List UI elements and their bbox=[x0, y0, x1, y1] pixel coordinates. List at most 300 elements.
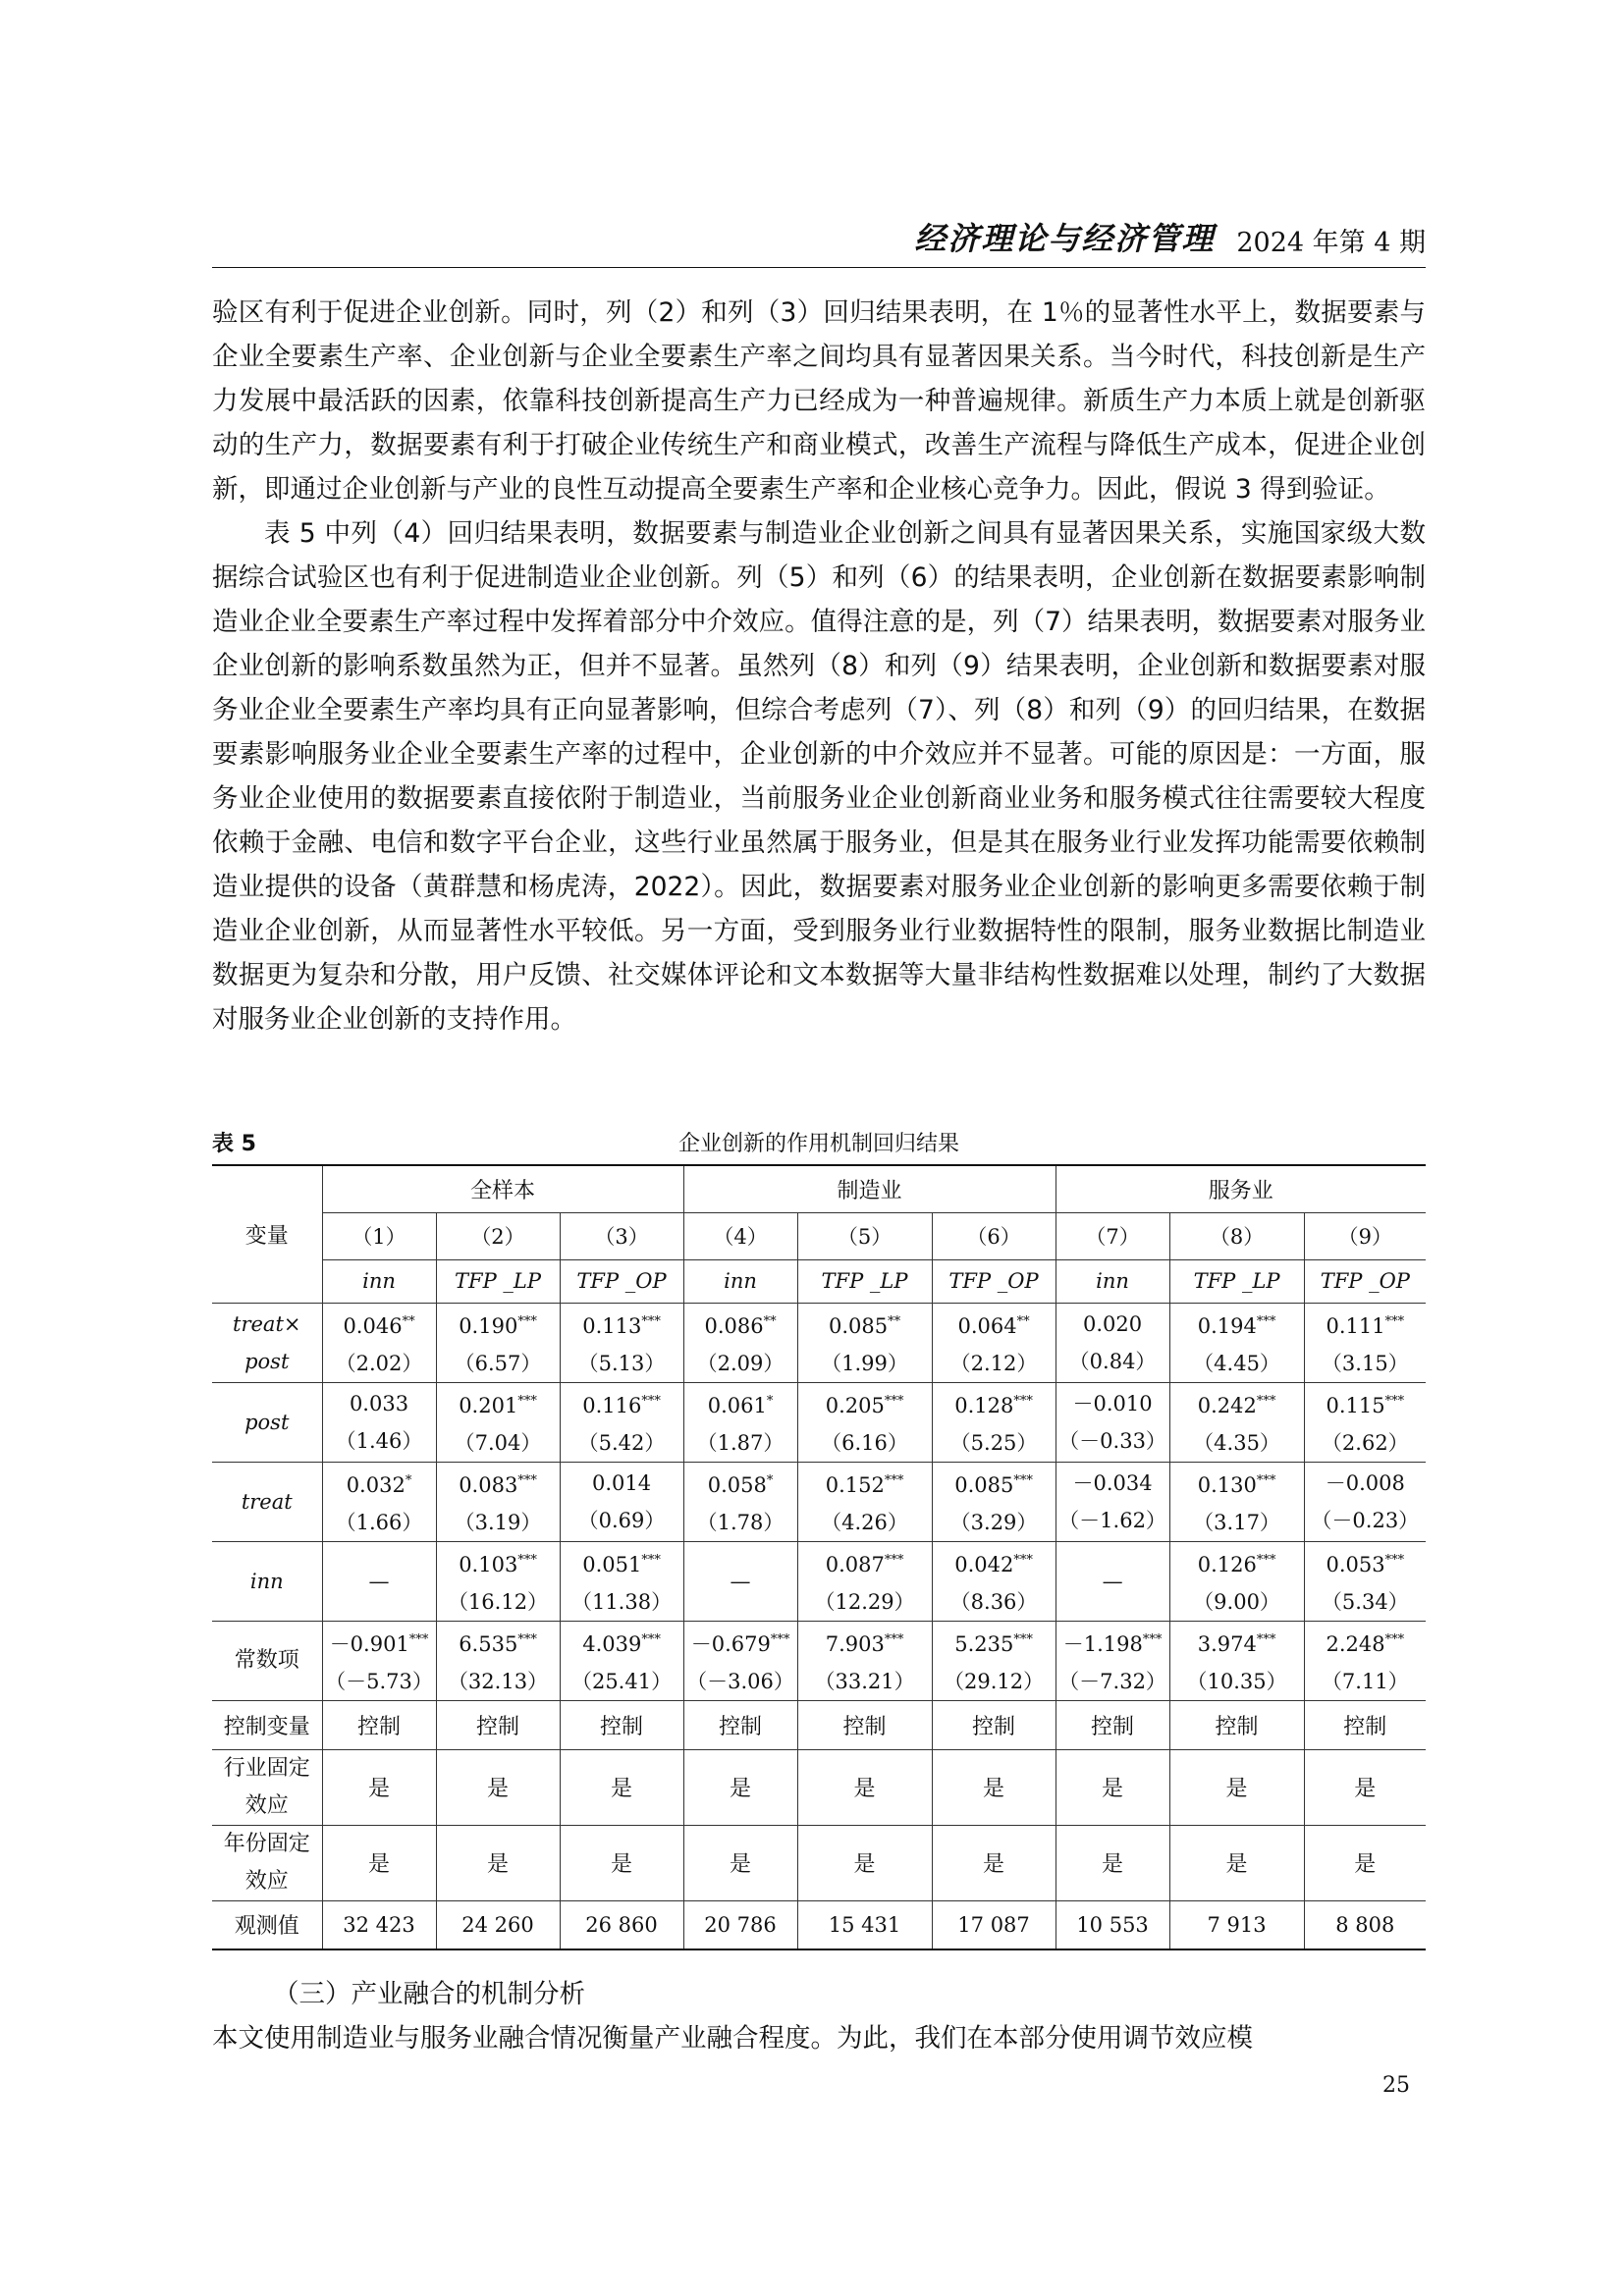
coefficient-line bbox=[1056, 1465, 1169, 1502]
table-cell: 15 431 bbox=[797, 1900, 932, 1949]
table-cell: 是 bbox=[322, 1825, 436, 1900]
coefficient-line bbox=[323, 1304, 436, 1345]
table-cell: 控制 bbox=[683, 1700, 797, 1749]
coefficient: 0.115 bbox=[1326, 1393, 1385, 1417]
t-statistic: （7.11） bbox=[1321, 1669, 1409, 1693]
table-cell: 控制 bbox=[932, 1700, 1056, 1749]
significance-stars: *** bbox=[641, 1552, 661, 1568]
column-number: （1） bbox=[322, 1212, 436, 1259]
significance-stars: *** bbox=[1384, 1393, 1405, 1409]
table-cell: 是 bbox=[436, 1825, 560, 1900]
paragraph: 本文使用制造业与服务业融合情况衡量产业融合程度。为此，我们在本部分使用调节效应模 bbox=[212, 2023, 1253, 2054]
table-cell: 是 bbox=[683, 1825, 797, 1900]
table-cell: 8 808 bbox=[1304, 1900, 1426, 1949]
coefficient: 2.248 bbox=[1326, 1631, 1385, 1656]
coef-cell bbox=[1304, 1303, 1426, 1382]
body-text bbox=[212, 291, 1426, 1041]
t-statistic: （4.45） bbox=[1193, 1351, 1280, 1375]
coefficient: 0.064 bbox=[957, 1313, 1017, 1338]
coef-cell bbox=[683, 1541, 797, 1621]
significance-stars: *** bbox=[517, 1631, 537, 1647]
significance-stars: *** bbox=[517, 1552, 537, 1568]
t-statistic: （2.02） bbox=[335, 1351, 423, 1375]
column-number: （5） bbox=[797, 1212, 932, 1259]
coefficient: 0.190 bbox=[459, 1313, 518, 1338]
coefficient-line bbox=[1170, 1463, 1304, 1504]
significance-stars: *** bbox=[1256, 1631, 1276, 1647]
dependent-variable: TFP _OP bbox=[932, 1259, 1056, 1303]
coef-cell bbox=[797, 1382, 932, 1462]
coefficient: 6.535 bbox=[459, 1631, 518, 1656]
coefficient-line bbox=[437, 1383, 560, 1424]
row-label: 观测值 bbox=[212, 1900, 322, 1949]
significance-stars: *** bbox=[1256, 1313, 1276, 1329]
running-header bbox=[212, 214, 1426, 268]
significance-stars: *** bbox=[1142, 1631, 1163, 1647]
coefficient-line bbox=[1170, 1622, 1304, 1663]
table-cell: 是 bbox=[683, 1749, 797, 1825]
coefficient: 0.085 bbox=[954, 1472, 1014, 1497]
table-cell: 32 423 bbox=[322, 1900, 436, 1949]
coef-cell bbox=[1169, 1621, 1304, 1700]
significance-stars: *** bbox=[517, 1393, 537, 1409]
group-header: 服务业 bbox=[1056, 1165, 1426, 1212]
significance-stars: * bbox=[766, 1472, 774, 1488]
coefficient-line bbox=[561, 1304, 683, 1345]
t-statistic: （1.99） bbox=[821, 1351, 908, 1375]
t-statistic: （4.26） bbox=[821, 1510, 908, 1534]
significance-stars: *** bbox=[1013, 1552, 1033, 1568]
coefficient: －0.901 bbox=[329, 1631, 409, 1656]
coefficient-line bbox=[323, 1622, 436, 1663]
coef-cell bbox=[932, 1303, 1056, 1382]
coefficient: 0.033 bbox=[349, 1391, 409, 1415]
coefficient-line bbox=[323, 1563, 436, 1600]
coefficient: 0.194 bbox=[1197, 1313, 1257, 1338]
table-row bbox=[212, 1825, 1426, 1900]
table-row bbox=[212, 1749, 1426, 1825]
coefficient-line bbox=[684, 1463, 797, 1504]
var-header: 变量 bbox=[212, 1165, 322, 1303]
t-statistic: （－0.33） bbox=[1058, 1428, 1166, 1453]
coefficient-line bbox=[437, 1304, 560, 1345]
table-cell: 是 bbox=[1169, 1825, 1304, 1900]
t-statistic: （3.17） bbox=[1193, 1510, 1280, 1534]
coef-cell bbox=[1304, 1462, 1426, 1541]
page-number: 25 bbox=[1382, 2073, 1410, 2098]
t-statistic: （32.13） bbox=[447, 1669, 549, 1693]
dependent-variable: inn bbox=[1056, 1259, 1169, 1303]
table-cell: 控制 bbox=[322, 1700, 436, 1749]
coefficient: －0.034 bbox=[1072, 1470, 1153, 1495]
coefficient-line bbox=[437, 1542, 560, 1583]
table-cell: 是 bbox=[560, 1749, 683, 1825]
journal-name: 经济理论与经济管理 bbox=[914, 220, 1216, 257]
t-statistic: （0.84） bbox=[1068, 1349, 1157, 1373]
t-statistic: （5.13） bbox=[577, 1351, 666, 1375]
coefficient: 3.974 bbox=[1197, 1631, 1257, 1656]
coef-cell bbox=[1169, 1382, 1304, 1462]
coefficient: 0.061 bbox=[707, 1393, 767, 1417]
table-cell: 是 bbox=[1304, 1825, 1426, 1900]
column-number: （9） bbox=[1304, 1212, 1426, 1259]
coefficient: 0.051 bbox=[582, 1552, 642, 1576]
table-cell: 是 bbox=[932, 1749, 1056, 1825]
group-header: 制造业 bbox=[683, 1165, 1056, 1212]
t-statistic: （3.19） bbox=[454, 1510, 542, 1534]
t-statistic: （33.21） bbox=[814, 1669, 915, 1693]
column-number: （7） bbox=[1056, 1212, 1169, 1259]
coef-cell bbox=[436, 1621, 560, 1700]
coef-cell bbox=[560, 1541, 683, 1621]
coefficient: 0.111 bbox=[1326, 1313, 1385, 1338]
paragraph: 验区有利于促进企业创新。同时，列（2）和列（3）回归结果表明，在 1％的显著性水平上，数据要素与企业全要素生产率、企业创新与企业全要素生产率之间均具有显著因果关系。当今时代，科技创新是生产力发展中最活跃的因素，依靠科技创新提高生产力已经成为一种普遍规律。新质生产力本质上就是创新驱动的生产力，数据要素有利于打破企业传统生产和商业模式，改善生产流程与降低生产成本，促进企业创新，即通过企业创新与产业的良性互动提高全要素生产率和企业核心竞争力。因此，假说 3 得到验证。 bbox=[212, 297, 1426, 505]
coefficient: 5.235 bbox=[954, 1631, 1014, 1656]
coefficient-line bbox=[933, 1542, 1056, 1583]
coef-cell bbox=[1169, 1462, 1304, 1541]
variable-label-line: 常数项 bbox=[234, 1647, 299, 1673]
variable-label-line: post bbox=[244, 1349, 290, 1373]
coefficient: 0.130 bbox=[1197, 1472, 1257, 1497]
t-statistic: （1.78） bbox=[696, 1510, 785, 1534]
coef-cell bbox=[1056, 1462, 1169, 1541]
t-statistic: （1.46） bbox=[335, 1428, 423, 1453]
t-statistic: （8.36） bbox=[949, 1589, 1038, 1614]
coef-cell bbox=[436, 1303, 560, 1382]
table-cell: 是 bbox=[322, 1749, 436, 1825]
coefficient: 0.113 bbox=[582, 1313, 642, 1338]
coefficient: 0.103 bbox=[459, 1552, 518, 1576]
coefficient-line bbox=[561, 1465, 683, 1502]
dependent-variable: TFP _LP bbox=[797, 1259, 932, 1303]
column-number: （6） bbox=[932, 1212, 1056, 1259]
t-statistic: （25.41） bbox=[570, 1669, 673, 1693]
t-statistic: （3.15） bbox=[1321, 1351, 1409, 1375]
table-cell: 控制 bbox=[1304, 1700, 1426, 1749]
table-cell: 是 bbox=[1304, 1749, 1426, 1825]
variable-label bbox=[212, 1303, 322, 1382]
table-row bbox=[212, 1621, 1426, 1700]
table-caption bbox=[212, 1123, 1426, 1158]
coefficient: 0.042 bbox=[954, 1552, 1014, 1576]
coefficient: 0.053 bbox=[1326, 1552, 1385, 1576]
dependent-variable: inn bbox=[683, 1259, 797, 1303]
coefficient-line bbox=[933, 1383, 1056, 1424]
t-statistic: （6.57） bbox=[454, 1351, 542, 1375]
coefficient-line bbox=[798, 1383, 932, 1424]
coefficient: －0.679 bbox=[690, 1631, 771, 1656]
coefficient-line bbox=[323, 1385, 436, 1422]
coefficient-line bbox=[684, 1304, 797, 1345]
coef-cell bbox=[683, 1621, 797, 1700]
coefficient: 0.128 bbox=[954, 1393, 1014, 1417]
coefficient: 0.014 bbox=[591, 1470, 652, 1495]
row-label-line: 年份固定 bbox=[223, 1831, 310, 1856]
significance-stars: *** bbox=[641, 1393, 661, 1409]
significance-stars: ** bbox=[888, 1313, 901, 1329]
table-cell: 控制 bbox=[797, 1700, 932, 1749]
coef-cell bbox=[322, 1462, 436, 1541]
t-statistic: （3.29） bbox=[949, 1510, 1038, 1534]
coefficient: 0.205 bbox=[825, 1393, 885, 1417]
coef-cell bbox=[436, 1541, 560, 1621]
coef-cell bbox=[797, 1303, 932, 1382]
coef-cell bbox=[932, 1382, 1056, 1462]
coefficient: －0.010 bbox=[1072, 1391, 1153, 1415]
coefficient: 0.032 bbox=[346, 1472, 406, 1497]
significance-stars: * bbox=[405, 1472, 412, 1488]
coefficient: 0.058 bbox=[707, 1472, 767, 1497]
coef-cell bbox=[560, 1462, 683, 1541]
coefficient: 0.116 bbox=[582, 1393, 642, 1417]
t-statistic: （6.16） bbox=[821, 1430, 908, 1455]
table-row bbox=[212, 1462, 1426, 1541]
significance-stars: *** bbox=[1384, 1313, 1405, 1329]
significance-stars: *** bbox=[884, 1393, 904, 1409]
group-header: 全样本 bbox=[322, 1165, 683, 1212]
t-statistic: （－3.06） bbox=[686, 1669, 794, 1693]
coefficient-line bbox=[933, 1463, 1056, 1504]
coef-cell bbox=[683, 1382, 797, 1462]
coefficient-line bbox=[561, 1542, 683, 1583]
column-number: （8） bbox=[1169, 1212, 1304, 1259]
significance-stars: *** bbox=[408, 1631, 429, 1647]
issue-label: 2024 年第 4 期 bbox=[1236, 228, 1426, 258]
t-statistic: （2.12） bbox=[949, 1351, 1038, 1375]
t-statistic: （16.12） bbox=[447, 1589, 549, 1614]
table-row bbox=[212, 1382, 1426, 1462]
coef-cell bbox=[932, 1541, 1056, 1621]
table-cell: 26 860 bbox=[560, 1900, 683, 1949]
t-statistic: （5.25） bbox=[949, 1430, 1038, 1455]
coef-cell bbox=[797, 1462, 932, 1541]
significance-stars: *** bbox=[517, 1472, 537, 1488]
t-statistic: （9.00） bbox=[1193, 1589, 1280, 1614]
coefficient-line bbox=[1170, 1383, 1304, 1424]
t-statistic: （2.09） bbox=[696, 1351, 785, 1375]
significance-stars: *** bbox=[1013, 1393, 1033, 1409]
table-cell: 控制 bbox=[436, 1700, 560, 1749]
variable-label bbox=[212, 1541, 322, 1621]
significance-stars: *** bbox=[1013, 1631, 1033, 1647]
table-cell: 控制 bbox=[1169, 1700, 1304, 1749]
significance-stars: *** bbox=[1384, 1631, 1405, 1647]
coefficient-line bbox=[561, 1622, 683, 1663]
table-row bbox=[212, 1541, 1426, 1621]
coef-cell bbox=[560, 1382, 683, 1462]
row-label bbox=[212, 1825, 322, 1900]
significance-stars: *** bbox=[1256, 1393, 1276, 1409]
t-statistic: （12.29） bbox=[814, 1589, 915, 1614]
t-statistic: （－7.32） bbox=[1058, 1669, 1166, 1693]
coefficient: 4.039 bbox=[582, 1631, 642, 1656]
t-statistic: （11.38） bbox=[570, 1589, 673, 1614]
significance-stars: *** bbox=[770, 1631, 790, 1647]
table-cell: 10 553 bbox=[1056, 1900, 1169, 1949]
coefficient: 0.201 bbox=[459, 1393, 518, 1417]
significance-stars: * bbox=[766, 1393, 774, 1409]
dependent-variable: TFP _OP bbox=[1304, 1259, 1426, 1303]
significance-stars: *** bbox=[1013, 1472, 1033, 1488]
coefficient: 0.087 bbox=[825, 1552, 885, 1576]
coef-cell bbox=[683, 1462, 797, 1541]
coefficient-line bbox=[1056, 1563, 1169, 1600]
coefficient-line bbox=[1305, 1542, 1427, 1583]
coefficient: 7.903 bbox=[825, 1631, 885, 1656]
coefficient: — bbox=[368, 1569, 390, 1593]
coefficient-line bbox=[1305, 1304, 1427, 1345]
significance-stars: *** bbox=[884, 1552, 904, 1568]
column-number: （2） bbox=[436, 1212, 560, 1259]
coefficient: 0.152 bbox=[825, 1472, 885, 1497]
variable-label-line: inn bbox=[249, 1569, 284, 1593]
coefficient-line bbox=[684, 1383, 797, 1424]
coefficient: 0.126 bbox=[1197, 1552, 1257, 1576]
table-cell: 20 786 bbox=[683, 1900, 797, 1949]
table-number: 表 5 bbox=[212, 1132, 256, 1156]
table-cell: 是 bbox=[932, 1825, 1056, 1900]
column-number-row bbox=[212, 1212, 1426, 1259]
coefficient-line bbox=[561, 1383, 683, 1424]
coefficient-line bbox=[1056, 1306, 1169, 1343]
significance-stars: *** bbox=[1256, 1552, 1276, 1568]
variable-label bbox=[212, 1621, 322, 1700]
coef-cell bbox=[436, 1382, 560, 1462]
t-statistic: （5.34） bbox=[1321, 1589, 1409, 1614]
dependent-variable-row bbox=[212, 1259, 1426, 1303]
coef-cell bbox=[1304, 1541, 1426, 1621]
coefficient: — bbox=[730, 1569, 751, 1593]
dependent-variable: inn bbox=[322, 1259, 436, 1303]
row-label: 控制变量 bbox=[212, 1700, 322, 1749]
coefficient-line bbox=[1305, 1465, 1427, 1502]
coefficient-line bbox=[798, 1304, 932, 1345]
regression-table bbox=[212, 1164, 1426, 1950]
coef-cell bbox=[436, 1462, 560, 1541]
t-statistic: （1.87） bbox=[696, 1430, 785, 1455]
table-cell: 是 bbox=[1056, 1749, 1169, 1825]
table-row bbox=[212, 1900, 1426, 1949]
coefficient: — bbox=[1102, 1569, 1123, 1593]
table-cell: 控制 bbox=[560, 1700, 683, 1749]
table-cell: 是 bbox=[436, 1749, 560, 1825]
paragraph: 表 5 中列（4）回归结果表明，数据要素与制造业企业创新之间具有显著因果关系，实施国家级大数据综合试验区也有利于促进制造业企业创新。列（5）和列（6）的结果表明，企业创新在数据要素影响制造业企业全要素生产率过程中发挥着部分中介效应。值得注意的是，列（7）结果表明，数据要素对服务业企业创新的影响系数虽然为正，但并不显著。虽然列（8）和列（9）结果表明，企业创新和数据要素对服务业企业全要素生产率均具有正向显著影响，但综合考虑列（7）、列（8）和列（9）的回归结果，在数据要素影响服务业企业全要素生产率的过程中，企业创新的中介效应并不显著。可能的原因是：一方面，服务业企业使用的数据要素直接依附于制造业，当前服务业企业创新商业业务和服务模式往往需要较大程度依赖于金融、电信和数字平台企业，这些行业虽然属于服务业，但是其在服务业行业发挥功能需要依赖制造业提供的设备（黄群慧和杨虎涛，2022）。因此，数据要素对服务业企业创新的影响更多需要依赖于制造业企业创新，从而显著性水平较低。另一方面，受到服务业行业数据特性的限制，服务业数据比制造业数据更为复杂和分散，用户反馈、社交媒体评论和文本数据等大量非结构性数据难以处理，制约了大数据对服务业企业创新的支持作用。 bbox=[212, 518, 1426, 1035]
coefficient-line bbox=[1056, 1622, 1169, 1663]
coefficient-line bbox=[1170, 1542, 1304, 1583]
coef-cell bbox=[560, 1303, 683, 1382]
t-statistic: （5.42） bbox=[577, 1430, 666, 1455]
row-label-line: 效应 bbox=[244, 1868, 289, 1894]
coef-cell bbox=[322, 1541, 436, 1621]
variable-label-line: post bbox=[244, 1410, 290, 1434]
table-row bbox=[212, 1700, 1426, 1749]
coefficient-line bbox=[798, 1463, 932, 1504]
row-label bbox=[212, 1749, 322, 1825]
t-statistic: （7.04） bbox=[454, 1430, 542, 1455]
t-statistic: （4.35） bbox=[1193, 1430, 1280, 1455]
coef-cell bbox=[1304, 1382, 1426, 1462]
significance-stars: ** bbox=[402, 1313, 415, 1329]
coef-cell bbox=[560, 1621, 683, 1700]
table-cell: 7 913 bbox=[1169, 1900, 1304, 1949]
coefficient-line bbox=[1305, 1383, 1427, 1424]
coefficient-line bbox=[1305, 1622, 1427, 1663]
coefficient: 0.020 bbox=[1083, 1311, 1143, 1336]
coef-cell bbox=[1169, 1541, 1304, 1621]
table-title: 企业创新的作用机制回归结果 bbox=[677, 1132, 959, 1156]
dependent-variable: TFP _LP bbox=[436, 1259, 560, 1303]
coefficient-line bbox=[798, 1542, 932, 1583]
coefficient-line bbox=[684, 1563, 797, 1600]
coefficient: －1.198 bbox=[1062, 1631, 1143, 1656]
section-subheading: （三）产业融合的机制分析 bbox=[273, 1979, 585, 2009]
coefficient: 0.085 bbox=[828, 1313, 889, 1338]
t-statistic: （－5.73） bbox=[325, 1669, 433, 1693]
t-statistic: （1.66） bbox=[335, 1510, 423, 1534]
significance-stars: ** bbox=[1016, 1313, 1030, 1329]
significance-stars: *** bbox=[641, 1313, 661, 1329]
table-cell: 是 bbox=[797, 1825, 932, 1900]
variable-label-line: treat bbox=[241, 1489, 293, 1514]
coefficient-line bbox=[933, 1304, 1056, 1345]
coefficient: 0.086 bbox=[704, 1313, 764, 1338]
significance-stars: *** bbox=[517, 1313, 537, 1329]
coefficient-line bbox=[437, 1463, 560, 1504]
coef-cell bbox=[1056, 1621, 1169, 1700]
table-cell: 是 bbox=[1056, 1825, 1169, 1900]
coefficient-line bbox=[437, 1622, 560, 1663]
coef-cell bbox=[797, 1541, 932, 1621]
t-statistic: （2.62） bbox=[1321, 1430, 1409, 1455]
table-cell: 24 260 bbox=[436, 1900, 560, 1949]
dependent-variable: TFP _LP bbox=[1169, 1259, 1304, 1303]
column-number: （4） bbox=[683, 1212, 797, 1259]
table-cell: 是 bbox=[560, 1825, 683, 1900]
coef-cell bbox=[1169, 1303, 1304, 1382]
coefficient-line bbox=[684, 1622, 797, 1663]
coefficient-line bbox=[933, 1622, 1056, 1663]
coefficient: －0.008 bbox=[1325, 1470, 1405, 1495]
table-cell: 控制 bbox=[1056, 1700, 1169, 1749]
table-cell: 17 087 bbox=[932, 1900, 1056, 1949]
t-statistic: （29.12） bbox=[943, 1669, 1045, 1693]
row-label-line: 效应 bbox=[244, 1792, 289, 1818]
coef-cell bbox=[932, 1462, 1056, 1541]
coefficient-line bbox=[1056, 1385, 1169, 1422]
t-statistic: （0.69） bbox=[577, 1508, 666, 1532]
coef-cell bbox=[797, 1621, 932, 1700]
coef-cell bbox=[322, 1621, 436, 1700]
dependent-variable: TFP _OP bbox=[560, 1259, 683, 1303]
significance-stars: *** bbox=[1384, 1552, 1405, 1568]
coefficient: 0.242 bbox=[1197, 1393, 1257, 1417]
t-statistic: （－1.62） bbox=[1058, 1508, 1166, 1532]
coefficient: 0.083 bbox=[459, 1472, 518, 1497]
column-number: （3） bbox=[560, 1212, 683, 1259]
variable-label bbox=[212, 1462, 322, 1541]
coef-cell bbox=[322, 1382, 436, 1462]
significance-stars: *** bbox=[884, 1631, 904, 1647]
coefficient-line bbox=[798, 1622, 932, 1663]
coef-cell bbox=[683, 1303, 797, 1382]
variable-label bbox=[212, 1382, 322, 1462]
coef-cell bbox=[1056, 1382, 1169, 1462]
coefficient-line bbox=[323, 1463, 436, 1504]
t-statistic: （10.35） bbox=[1186, 1669, 1287, 1693]
variable-label-line: treat× bbox=[233, 1311, 301, 1336]
table-cell: 是 bbox=[797, 1749, 932, 1825]
row-label-line: 行业固定 bbox=[223, 1755, 310, 1781]
